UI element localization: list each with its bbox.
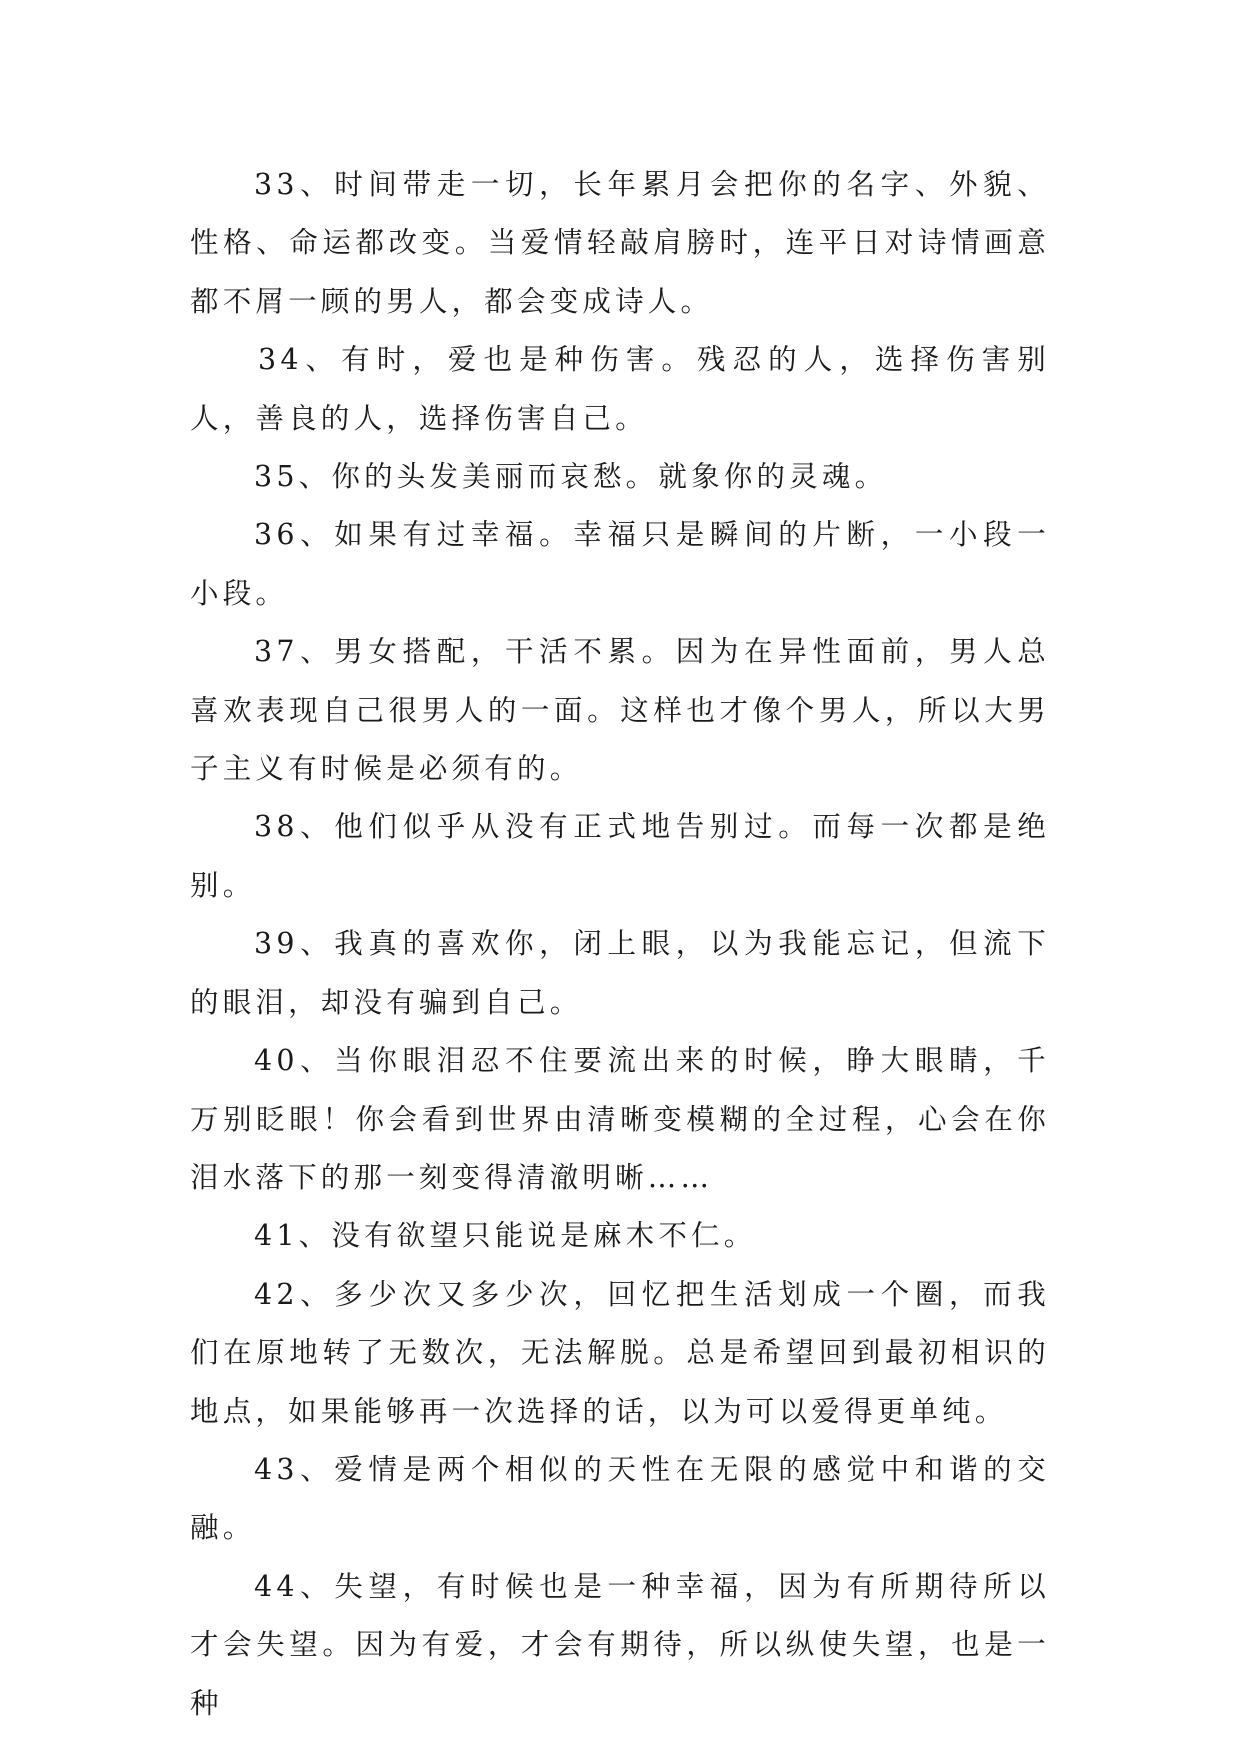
paragraph-37: 37、男女搭配，干活不累。因为在异性面前，男人总喜欢表现自己很男人的一面。这样也才像个男人，所以大男子主义有时候是必须有的。 [190, 635, 1050, 786]
document-body [190, 156, 1050, 1733]
paragraph-44: 44、失望，有时候也是一种幸福，因为有所期待所以才会失望。因为有爱，才会有期待，所以纵使失望，也是一种 [190, 1569, 1050, 1720]
paragraph-35: 35、你的头发美丽而哀愁。就象你的灵魂。 [254, 460, 888, 494]
paragraph-42: 42、多少次又多少次，回忆把生活划成一个圈，而我们在原地转了无数次，无法解脱。总是希望回到最初相识的地点，如果能够再一次选择的话，以为可以爱得更单纯。 [190, 1277, 1050, 1428]
paragraph-41: 41、没有欲望只能说是麻木不仁。 [254, 1219, 757, 1253]
paragraph-34: 34、有时，爱也是种伤害。残忍的人，选择伤害别人，善良的人，选择伤害自己。 [190, 343, 1050, 435]
paragraph-33: 33、时间带走一切，长年累月会把你的名字、外貌、性格、命运都改变。当爱情轻敲肩膀时，连平日对诗情画意都不屑一顾的男人，都会变成诗人。 [190, 168, 1050, 318]
paragraph-43: 43、爱情是两个相似的天性在无限的感觉中和谐的交融。 [190, 1452, 1050, 1545]
paragraph-39: 39、我真的喜欢你，闭上眼，以为我能忘记，但流下的眼泪，却没有骗到自己。 [190, 927, 1050, 1019]
paragraph-40: 40、当你眼泪忍不住要流出来的时候，睁大眼睛，千万别眨眼！你会看到世界由清晰变模糊的全过程，心会在你泪水落下的那一刻变得清澈明晰…… [190, 1044, 1050, 1194]
paragraph-38: 38、他们似乎从没有正式地告别过。而每一次都是绝别。 [190, 810, 1050, 902]
paragraph-36: 36、如果有过幸福。幸福只是瞬间的片断，一小段一小段。 [190, 518, 1050, 610]
